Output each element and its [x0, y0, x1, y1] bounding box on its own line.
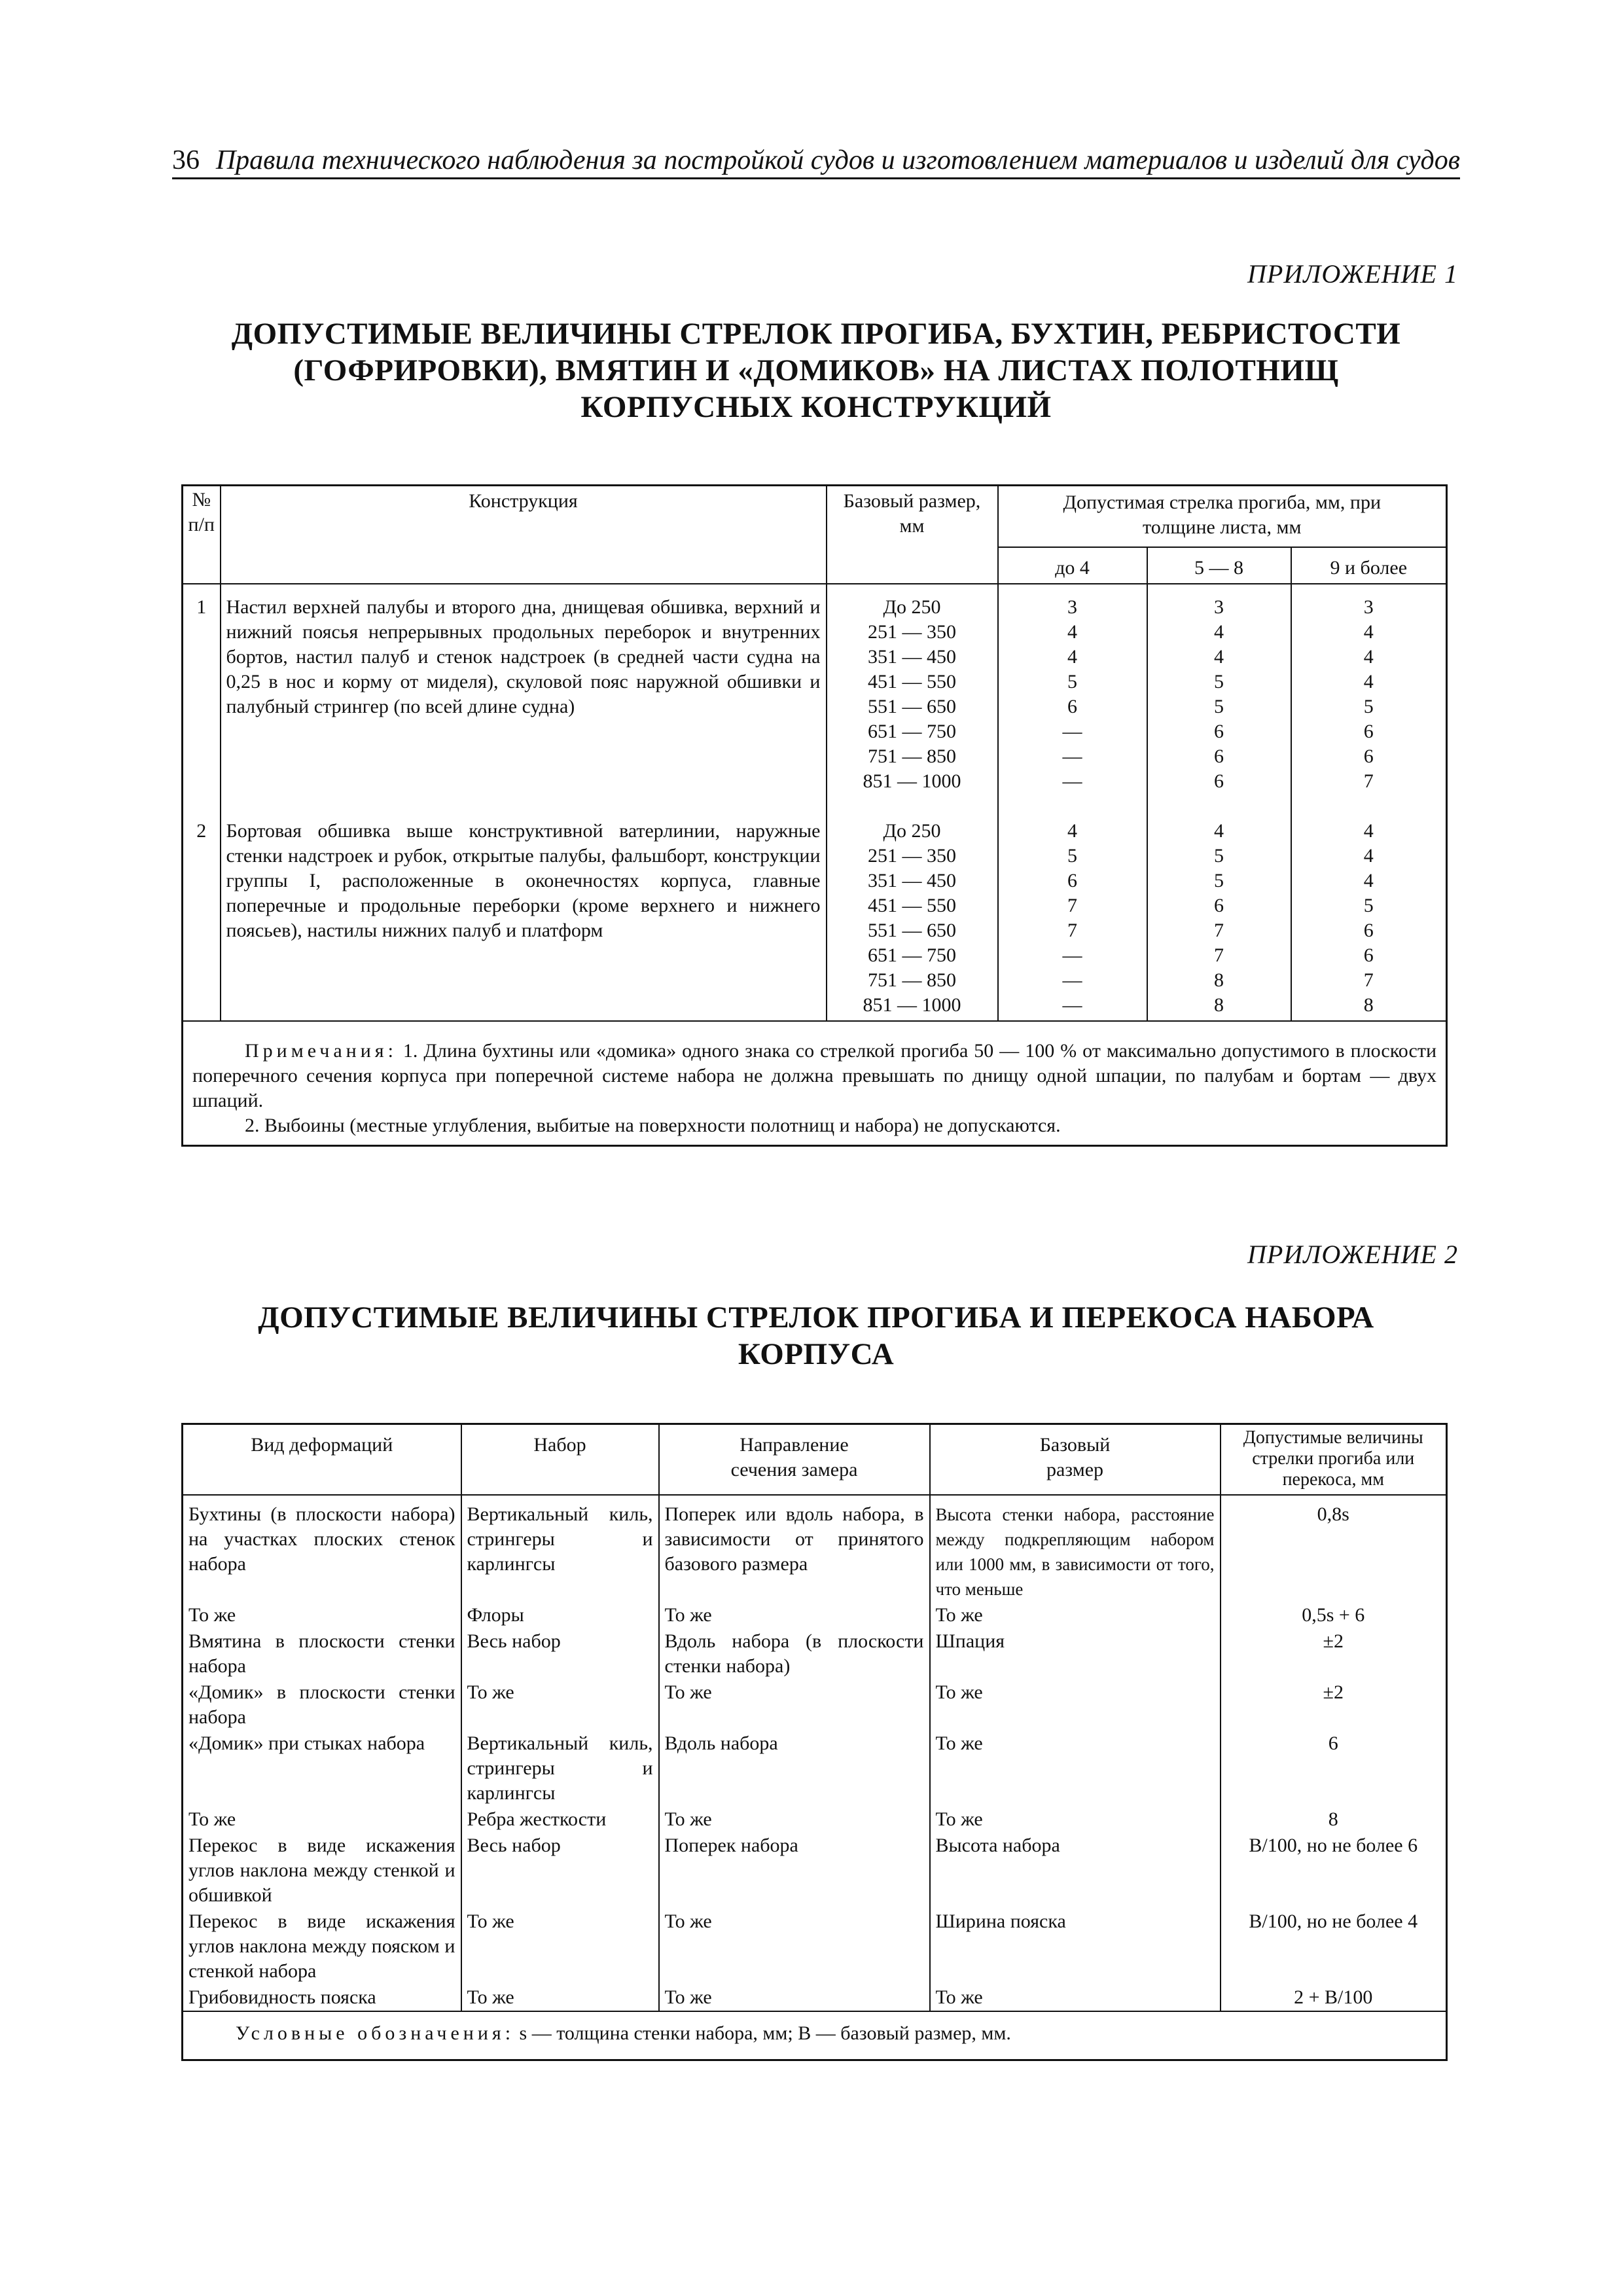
- col-header-allowed: Допустимые величины стрелки прогиба или перекоса, мм: [1221, 1424, 1447, 1496]
- table-row: [183, 1679, 1447, 1731]
- direction-cell: Поперек набора: [659, 1833, 930, 1909]
- deformation-cell: То же: [183, 1806, 461, 1833]
- allowed-value-cell: [1291, 584, 1447, 797]
- row-number: 1: [183, 584, 221, 797]
- allowed-value-cell: 2 + B/100: [1221, 1984, 1447, 2011]
- allowed-value: 7: [1067, 920, 1077, 941]
- allowed-value: 4: [1214, 820, 1224, 842]
- direction-cell: То же: [659, 1984, 930, 2011]
- table-row: [183, 1628, 1447, 1679]
- deformation-cell: «Домик» при стыках набора: [183, 1731, 461, 1806]
- heading-line: ДОПУСТИМЫЕ ВЕЛИЧИНЫ СТРЕЛОК ПРОГИБА, БУХТИН, РЕБРИСТОСТИ: [231, 317, 1401, 351]
- allowed-value: 7: [1067, 895, 1077, 916]
- base-size-range: 351 — 450: [868, 870, 956, 891]
- page-header: [172, 145, 1460, 179]
- allowed-value-cell: 8: [1221, 1806, 1447, 1833]
- row-number: 2: [183, 797, 221, 1021]
- allowed-value: —: [1062, 721, 1082, 742]
- allowed-value: —: [1062, 994, 1082, 1016]
- allowed-value: —: [1062, 969, 1082, 991]
- allowed-value: —: [1062, 770, 1082, 792]
- notes-label: Примечания:: [245, 1040, 397, 1062]
- framing-cell: Флоры: [461, 1602, 659, 1628]
- allowed-value: 7: [1363, 770, 1374, 792]
- direction-cell: Вдоль набора (в плоскости стенки набора): [659, 1628, 930, 1679]
- heading-line: КОРПУСА: [738, 1337, 895, 1371]
- allowed-value: —: [1062, 944, 1082, 966]
- base-cell: То же: [930, 1731, 1221, 1806]
- allowed-value-cell: B/100, но не более 4: [1221, 1909, 1447, 1984]
- direction-cell: То же: [659, 1602, 930, 1628]
- col-header-base-size: Базовый размер, мм: [827, 486, 998, 584]
- allowed-value: 8: [1214, 994, 1224, 1016]
- heading-line: КОРПУСНЫХ КОНСТРУКЦИЙ: [580, 390, 1052, 424]
- table-row: [183, 584, 1447, 797]
- allowed-value: 6: [1214, 721, 1224, 742]
- legend-label: Условные обозначения:: [236, 2022, 515, 2044]
- base-cell: То же: [930, 1984, 1221, 2011]
- base-size-range: 851 — 1000: [863, 770, 961, 792]
- framing-cell: То же: [461, 1909, 659, 1984]
- allowed-value: 3: [1067, 596, 1077, 618]
- base-size-range: До 250: [883, 820, 941, 842]
- allowed-value: 4: [1214, 621, 1224, 643]
- allowed-value: 4: [1363, 870, 1374, 891]
- heading-line: ДОПУСТИМЫЕ ВЕЛИЧИНЫ СТРЕЛОК ПРОГИБА И ПЕРЕКОСА НАБОРА: [258, 1300, 1374, 1335]
- allowed-value: 4: [1067, 621, 1077, 643]
- deformation-cell: Перекос в виде искажения углов наклона между стенкой и обшивкой: [183, 1833, 461, 1909]
- base-cell: Высота набора: [930, 1833, 1221, 1909]
- col-header-allowed: Допустимая стрелка прогиба, мм, при толщине листа, мм: [998, 486, 1447, 548]
- allowed-value: 4: [1363, 646, 1374, 668]
- deformation-cell: То же: [183, 1602, 461, 1628]
- deformation-cell: Перекос в виде искажения углов наклона между пояском и стенкой набора: [183, 1909, 461, 1984]
- col-header-thick: 9 и более: [1291, 547, 1447, 584]
- header-rule: [172, 177, 1460, 179]
- col-header-direction: Направление сечения замера: [659, 1424, 930, 1496]
- allowed-value: 6: [1067, 870, 1077, 891]
- allowed-value: 4: [1363, 845, 1374, 867]
- base-size-range: 251 — 350: [868, 621, 956, 643]
- base-size-range: 751 — 850: [868, 745, 956, 767]
- base-size-range: До 250: [883, 596, 941, 618]
- allowed-value: 6: [1363, 920, 1374, 941]
- direction-cell: Вдоль набора: [659, 1731, 930, 1806]
- allowed-value: 4: [1363, 671, 1374, 692]
- construction-cell: Бортовая обшивка выше конструктивной ватерлинии, наружные стенки надстроек и рубок, открытые палубы, фальшборт, конструкции группы I, расположенные в оконечностях корпуса, главные поперечные и продольные переборки (кроме верхнего и нижнего поясьев), настилы нижних палуб и платформ: [221, 797, 827, 1021]
- framing-cell: То же: [461, 1679, 659, 1731]
- page-number: 36: [172, 145, 200, 175]
- appendix-1-heading: [172, 315, 1460, 425]
- base-cell: Шпация: [930, 1628, 1221, 1679]
- direction-cell: То же: [659, 1806, 930, 1833]
- allowed-value-cell: ±2: [1221, 1679, 1447, 1731]
- base-cell: То же: [930, 1806, 1221, 1833]
- direction-cell: То же: [659, 1679, 930, 1731]
- col-header-deformation: Вид деформаций: [183, 1424, 461, 1496]
- frame-deformation-table: [181, 1423, 1448, 2061]
- note-1: 1. Длина бухтины или «домика» одного знака со стрелкой прогиба 50 — 100 % от максимально допустимого в плоскости поперечного сечения корпуса при поперечной системе набора не должна превышать по днищу одной шпации, по палубам и бортам — двух шпаций.: [192, 1040, 1437, 1111]
- col-header-construction: Конструкция: [221, 486, 827, 584]
- allowed-value-cell: 0,8s: [1221, 1495, 1447, 1602]
- allowed-value-cell: [1147, 584, 1291, 797]
- legend-text: s — толщина стенки набора, мм; B — базовый размер, мм.: [519, 2022, 1011, 2044]
- direction-cell: Поперек или вдоль набора, в зависимости от принятого базового размера: [659, 1495, 930, 1602]
- allowed-value: 8: [1214, 969, 1224, 991]
- appendix-2-heading: [172, 1299, 1460, 1372]
- allowed-value: 3: [1363, 596, 1374, 618]
- allowed-value: 5: [1363, 696, 1374, 717]
- allowed-value-cell: ±2: [1221, 1628, 1447, 1679]
- table-legend: [183, 2011, 1447, 2060]
- allowed-value: 6: [1214, 745, 1224, 767]
- allowed-value: 4: [1214, 646, 1224, 668]
- base-size-range: 851 — 1000: [863, 994, 961, 1016]
- base-size-range: 251 — 350: [868, 845, 956, 867]
- base-size-cell: [827, 797, 998, 1021]
- table-row: [183, 1731, 1447, 1806]
- framing-cell: Вертикальный киль, стрингеры и карлингсы: [461, 1495, 659, 1602]
- allowed-value: 6: [1067, 696, 1077, 717]
- table-row: [183, 1602, 1447, 1628]
- framing-cell: Весь набор: [461, 1833, 659, 1909]
- table-row: [183, 1909, 1447, 1984]
- allowed-value: 5: [1067, 845, 1077, 867]
- appendix-1-label: ПРИЛОЖЕНИЕ 1: [1247, 259, 1458, 289]
- deformation-cell: Грибовидность пояска: [183, 1984, 461, 2011]
- construction-cell: Настил верхней палубы и второго дна, днищевая обшивка, верхний и нижний поясья непрерывных продольных переборок и внутренних бортов, настил палуб и стенок надстроек (в средней части судна на 0,25 в нос и корму от миделя), скуловой пояс наружной обшивки и палубный стрингер (по всей длине судна): [221, 584, 827, 797]
- allowed-value-cell: [998, 584, 1147, 797]
- base-size-range: 751 — 850: [868, 969, 956, 991]
- appendix-2-label: ПРИЛОЖЕНИЕ 2: [1247, 1240, 1458, 1269]
- col-header-framing: Набор: [461, 1424, 659, 1496]
- framing-cell: Ребра жесткости: [461, 1806, 659, 1833]
- framing-cell: То же: [461, 1984, 659, 2011]
- table-row: [183, 797, 1447, 1021]
- allowed-value: 4: [1363, 820, 1374, 842]
- direction-cell: То же: [659, 1909, 930, 1984]
- allowed-value: 6: [1214, 770, 1224, 792]
- allowed-value: 7: [1363, 969, 1374, 991]
- allowed-value: 5: [1363, 895, 1374, 916]
- allowed-value: 5: [1214, 845, 1224, 867]
- col-header-base: Базовый размер: [930, 1424, 1221, 1496]
- allowed-value-cell: [998, 797, 1147, 1021]
- col-header-mid: 5 — 8: [1147, 547, 1291, 584]
- base-size-range: 551 — 650: [868, 696, 956, 717]
- base-size-range: 651 — 750: [868, 721, 956, 742]
- table-row: [183, 1833, 1447, 1909]
- allowed-value-cell: [1147, 797, 1291, 1021]
- allowed-value-cell: 6: [1221, 1731, 1447, 1806]
- base-size-cell: [827, 584, 998, 797]
- deformation-cell: «Домик» в плоскости стенки набора: [183, 1679, 461, 1731]
- allowed-value: 7: [1214, 920, 1224, 941]
- allowed-value: 5: [1067, 671, 1077, 692]
- allowed-value: —: [1062, 745, 1082, 767]
- base-size-range: 451 — 550: [868, 895, 956, 916]
- allowed-value: 6: [1363, 944, 1374, 966]
- deformation-cell: Вмятина в плоскости стенки набора: [183, 1628, 461, 1679]
- allowed-value: 6: [1363, 721, 1374, 742]
- table-notes: [183, 1021, 1447, 1146]
- allowed-value: 6: [1363, 745, 1374, 767]
- allowed-value: 7: [1214, 944, 1224, 966]
- allowed-value-cell: [1291, 797, 1447, 1021]
- base-size-range: 551 — 650: [868, 920, 956, 941]
- base-size-range: 451 — 550: [868, 671, 956, 692]
- deflection-table: [181, 484, 1448, 1147]
- allowed-value-cell: 0,5s + 6: [1221, 1602, 1447, 1628]
- allowed-value: 5: [1214, 671, 1224, 692]
- table-row: [183, 1806, 1447, 1833]
- heading-line: (ГОФРИРОВКИ), ВМЯТИН И «ДОМИКОВ» НА ЛИСТАХ ПОЛОТНИЩ: [293, 353, 1339, 387]
- allowed-value: 4: [1363, 621, 1374, 643]
- allowed-value: 8: [1363, 994, 1374, 1016]
- table-row: [183, 1984, 1447, 2011]
- allowed-value: 5: [1214, 870, 1224, 891]
- base-cell: Ширина пояска: [930, 1909, 1221, 1984]
- allowed-value-cell: B/100, но не более 6: [1221, 1833, 1447, 1909]
- col-header-thin: до 4: [998, 547, 1147, 584]
- running-title: Правила технического наблюдения за постройкой судов и изготовлением материалов и изделий для судов: [215, 145, 1460, 175]
- allowed-value: 6: [1214, 895, 1224, 916]
- allowed-value: 4: [1067, 646, 1077, 668]
- allowed-value: 5: [1214, 696, 1224, 717]
- base-cell: Высота стенки набора, расстояние между подкрепляющим набором или 1000 мм, в зависимости от того, что меньше: [930, 1495, 1221, 1602]
- deformation-cell: Бухтины (в плоскости набора) на участках плоских стенок набора: [183, 1495, 461, 1602]
- note-2: 2. Выбоины (местные углубления, выбитые на поверхности полотнищ и набора) не допускаются.: [245, 1115, 1061, 1136]
- framing-cell: Вертикальный киль, стрингеры и карлингсы: [461, 1731, 659, 1806]
- base-cell: То же: [930, 1679, 1221, 1731]
- base-size-range: 351 — 450: [868, 646, 956, 668]
- allowed-value: 3: [1214, 596, 1224, 618]
- base-cell: То же: [930, 1602, 1221, 1628]
- base-size-range: 651 — 750: [868, 944, 956, 966]
- framing-cell: Весь набор: [461, 1628, 659, 1679]
- allowed-value: 4: [1067, 820, 1077, 842]
- col-header-num: № п/п: [183, 486, 221, 584]
- table-row: [183, 1495, 1447, 1602]
